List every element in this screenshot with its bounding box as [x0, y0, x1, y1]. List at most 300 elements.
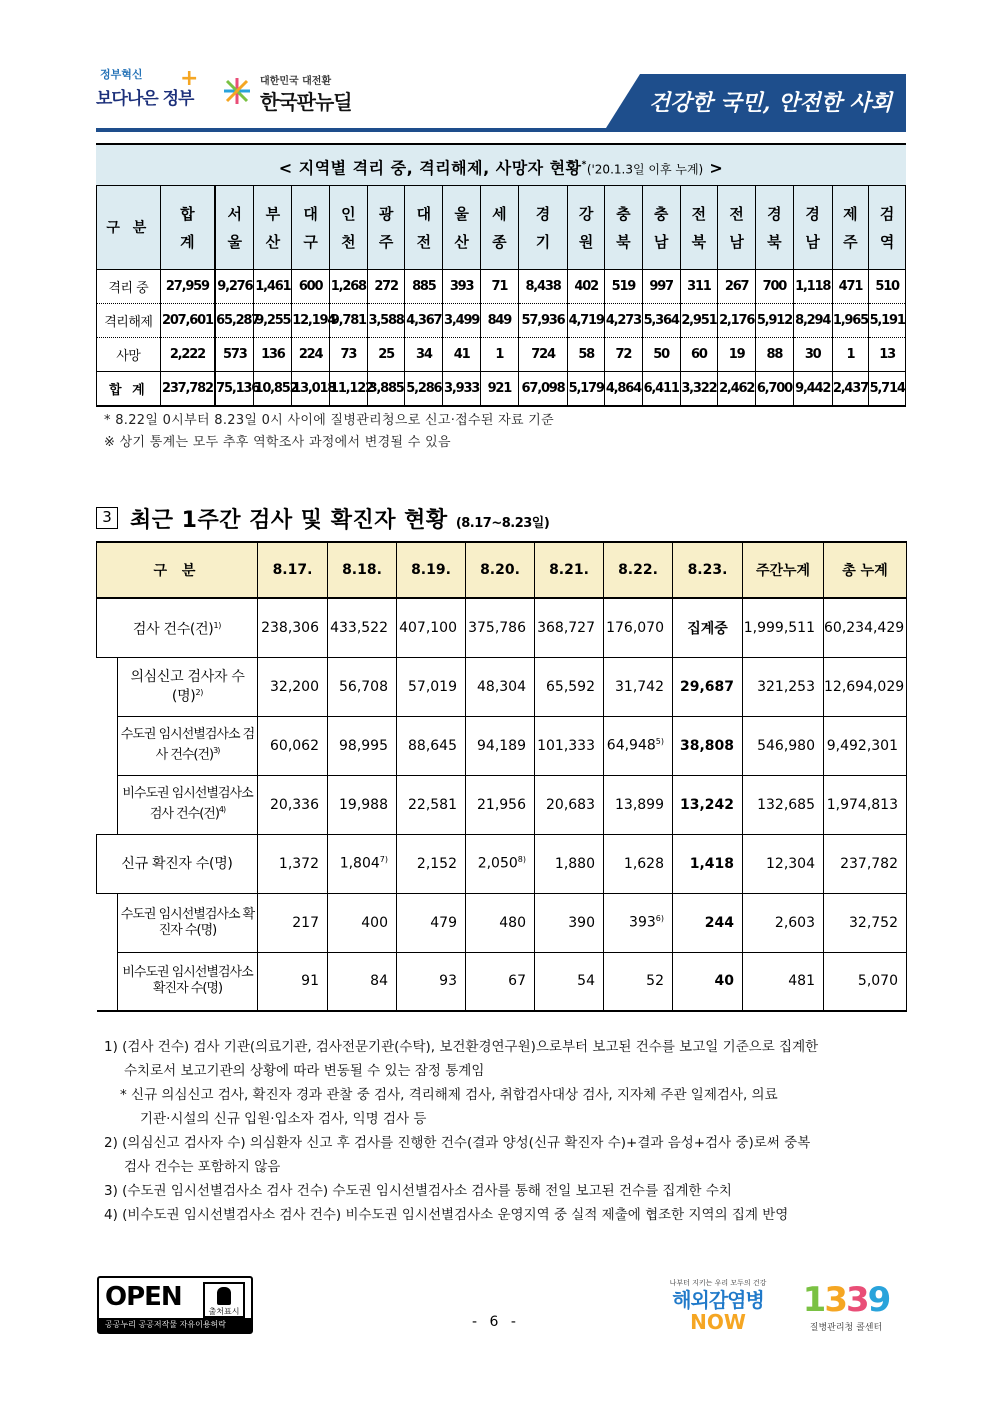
region-char: 전	[416, 232, 432, 251]
note-line: 기관·시설의 신규 입원·입소자 검사, 익명 검사 등	[140, 1111, 427, 1127]
region-header	[832, 186, 869, 270]
table-cell	[743, 657, 824, 716]
table-cell: 5,179	[568, 372, 605, 406]
table-cell: 50	[642, 338, 680, 372]
table-cell: 1	[480, 338, 518, 372]
region-char: 충	[616, 204, 631, 223]
note-line: * 신규 의심신고 검사, 확진자 경과 관찰 중 검사, 격리해제 검사, 취합검사대상 검사, 지자체 주관 일제검사, 의료	[120, 1087, 778, 1103]
table-cell: 5,286	[405, 372, 443, 406]
cell-value: 244	[704, 914, 734, 931]
table-cell	[673, 834, 743, 893]
cell-value: 93	[439, 973, 457, 990]
logo-text: 한국판뉴딜	[260, 90, 352, 114]
note-line: 수치로서 보고기관의 상황에 따라 변동될 수 있는 잠정 통계임	[124, 1063, 485, 1079]
cell-value: 375,786	[468, 619, 526, 636]
cell-value: 12,304	[766, 855, 815, 872]
table-cell	[397, 657, 466, 716]
table-cell: 71	[480, 270, 518, 304]
footnote-mark: 3)	[213, 746, 220, 756]
table1-header-row	[97, 186, 906, 270]
region-header	[642, 186, 680, 270]
table-cell	[328, 716, 397, 775]
regional-status-table	[96, 185, 906, 407]
table1-notes	[104, 410, 554, 454]
table-cell	[397, 598, 466, 657]
region-char: 서	[227, 204, 243, 223]
indent-cell	[97, 952, 118, 1011]
table-cell: 25	[367, 338, 405, 372]
footnote-mark: 1)	[213, 620, 222, 630]
region-char: 역	[879, 232, 895, 251]
call-center-number	[786, 1280, 906, 1320]
region-char: 산	[265, 232, 281, 251]
table-cell	[604, 657, 673, 716]
table-cell: 237,782	[160, 372, 215, 406]
region-char: 경	[805, 204, 820, 223]
table-cell: 402	[568, 270, 605, 304]
table-cell: 921	[480, 372, 518, 406]
table-row	[97, 338, 906, 372]
government-innovation-logo	[96, 66, 204, 118]
region-header	[160, 186, 215, 270]
table-cell	[397, 834, 466, 893]
table-cell	[328, 834, 397, 893]
table-cell: 519	[605, 270, 643, 304]
table-cell: 510	[869, 270, 906, 304]
table-row	[97, 834, 907, 893]
region-char: 제	[843, 204, 858, 223]
table-cell: 13,018	[292, 372, 330, 406]
page-number: - 6 -	[472, 1314, 520, 1330]
row-label	[97, 598, 258, 657]
table-cell	[604, 893, 673, 952]
region-header	[292, 186, 330, 270]
cell-value: 57,019	[408, 678, 457, 695]
row-label-text: 비수도권 임시선별검사소 검사 건수(건)	[122, 786, 253, 822]
row-label	[118, 893, 258, 952]
region-char: 부	[265, 204, 281, 223]
table-cell: 8,294	[793, 304, 832, 338]
table-cell	[328, 598, 397, 657]
table-cell	[466, 952, 535, 1011]
table-cell	[258, 775, 328, 834]
digit: 1	[802, 1280, 825, 1320]
region-char: 강	[578, 204, 594, 223]
table-cell	[604, 598, 673, 657]
cell-value: 400	[361, 914, 388, 931]
table-cell	[743, 952, 824, 1011]
footnote-mark: 4)	[218, 805, 226, 815]
table-cell: 73	[329, 338, 367, 372]
footnote-mark: 8)	[517, 855, 526, 865]
cell-value: 65,592	[546, 678, 595, 695]
table-cell: 12,194	[292, 304, 330, 338]
cell-value: 29,687	[679, 678, 734, 695]
cell-value: 60,234,429	[824, 619, 905, 636]
weekly-testing-table	[96, 541, 907, 1012]
table-cell	[328, 952, 397, 1011]
cell-value: 5,070	[857, 973, 898, 990]
region-char: 산	[454, 232, 469, 251]
cell-value: 64,948	[606, 737, 656, 754]
region-header	[718, 186, 756, 270]
table-cell	[535, 716, 604, 775]
cell-value: 20,336	[270, 796, 319, 813]
overseas-infection-now-logo	[666, 1278, 770, 1340]
table-cell: 3,933	[443, 372, 481, 406]
cell-value: 481	[788, 973, 815, 990]
note-line: 3) (수도권 임시선별검사소 검사 건수) 수도권 임시선별검사소 검사를 통해 전일 보고된 건수를 집계한 수치	[104, 1183, 732, 1199]
table1-title-period: ('20.1.3일 이후 누계)	[586, 162, 704, 177]
table-cell: 4,719	[568, 304, 605, 338]
table-cell: 5,912	[756, 304, 794, 338]
cell-value: 60,062	[270, 737, 319, 754]
person-icon	[217, 1287, 231, 1305]
table-row	[97, 270, 906, 304]
table-row	[97, 952, 907, 1011]
table-cell: 19	[718, 338, 756, 372]
table-cell: 13	[869, 338, 906, 372]
table-cell: 1,268	[329, 270, 367, 304]
table-cell	[535, 657, 604, 716]
table-cell: 724	[518, 338, 568, 372]
column-header: 8.20.	[466, 542, 535, 598]
header-label: 구 분	[97, 186, 161, 270]
section-number: 3	[96, 507, 118, 529]
table-cell	[328, 893, 397, 952]
plus-icon: +	[180, 66, 199, 91]
korean-new-deal-logo	[222, 70, 382, 114]
column-header: 8.21.	[535, 542, 604, 598]
table-cell	[673, 657, 743, 716]
logo-caption: 대한민국 대전환	[260, 76, 332, 87]
cell-value: 52	[646, 973, 664, 990]
note-line: 1) (검사 건수) 검사 기관(의료기관, 검사전문기관(수탁), 보건환경연구원)으로부터 보고된 건수를 보고일 기준으로 집계한	[104, 1039, 819, 1055]
table-cell: 30	[793, 338, 832, 372]
region-char: 북	[767, 232, 782, 251]
section-period: (8.17~8.23일)	[455, 516, 550, 531]
region-char: 주	[843, 232, 858, 251]
cell-value: 67	[508, 973, 526, 990]
row-label-text: 검사 건수(건)	[132, 621, 214, 638]
table-row	[97, 372, 906, 406]
table1-title-text: < 지역별 격리 중, 격리해제, 사망자 현황	[278, 158, 582, 178]
table-cell	[258, 893, 328, 952]
page-header	[96, 62, 906, 132]
indent-cell	[97, 716, 118, 775]
cell-value: 40	[714, 973, 734, 990]
region-header	[329, 186, 367, 270]
table-cell	[743, 775, 824, 834]
region-char: 종	[492, 232, 507, 251]
cell-value: 237,782	[840, 855, 898, 872]
table-cell: 700	[756, 270, 794, 304]
note-line: 검사 건수는 포함하지 않음	[124, 1159, 281, 1175]
cell-value: 238,306	[261, 619, 319, 636]
table-cell	[604, 952, 673, 1011]
table2-notes	[104, 1035, 904, 1227]
cell-value: 9,492,301	[826, 737, 898, 754]
table-cell	[535, 834, 604, 893]
table-cell	[397, 893, 466, 952]
cell-value: 217	[292, 914, 319, 931]
table-cell	[824, 775, 907, 834]
table-cell: 34	[405, 338, 443, 372]
table-cell: 72	[605, 338, 643, 372]
table-cell	[535, 598, 604, 657]
table-cell: 1,118	[793, 270, 832, 304]
cell-value: 176,070	[606, 619, 664, 636]
column-header: 총 누계	[824, 542, 907, 598]
cell-value: 88,645	[408, 737, 457, 754]
table-cell: 11,122	[329, 372, 367, 406]
table-cell: 3,588	[367, 304, 405, 338]
cell-value: 1,372	[278, 855, 319, 872]
region-char: 원	[578, 232, 594, 251]
row-label: 합 계	[97, 372, 161, 406]
cell-value: 12,694,029	[824, 678, 905, 695]
table-cell: 207,601	[160, 304, 215, 338]
cell-value: 집계중	[687, 620, 728, 637]
table-cell: 224	[292, 338, 330, 372]
table-cell	[824, 598, 907, 657]
cell-value: 1,880	[554, 855, 595, 872]
row-label	[118, 775, 258, 834]
row-label-text: 수도권 임시선별검사소 확진자 수(명)	[120, 906, 255, 938]
cell-value: 56,708	[339, 678, 388, 695]
table-cell	[673, 598, 743, 657]
cell-value: 368,727	[537, 619, 595, 636]
region-char: 전	[729, 204, 744, 223]
table-cell: 997	[642, 270, 680, 304]
table-cell: 6,411	[642, 372, 680, 406]
table-cell	[743, 834, 824, 893]
table-cell: 58	[568, 338, 605, 372]
table-cell	[824, 952, 907, 1011]
cell-value: 13,899	[615, 796, 664, 813]
table-cell: 5,364	[642, 304, 680, 338]
table-cell	[466, 657, 535, 716]
now-tagline: 나부터 지키는 우리 모두의 건강	[669, 1279, 767, 1287]
region-char: 세	[492, 204, 507, 223]
table-cell	[258, 952, 328, 1011]
region-char: 인	[341, 204, 356, 223]
table-row	[97, 716, 907, 775]
table-cell	[824, 893, 907, 952]
table-cell: 136	[254, 338, 292, 372]
region-char: 주	[378, 232, 394, 251]
cell-value: 48,304	[477, 678, 526, 695]
header-label: 구 분	[97, 542, 258, 598]
row-label-text: 의심신고 검사자 수(명)	[130, 668, 245, 705]
table-cell	[397, 775, 466, 834]
region-char: 천	[341, 232, 356, 251]
column-header: 주간누계	[743, 542, 824, 598]
region-header	[680, 186, 718, 270]
region-char: 합	[180, 204, 195, 223]
table-cell: 9,255	[254, 304, 292, 338]
table1-body	[97, 270, 906, 406]
table-cell: 27,959	[160, 270, 215, 304]
digit: 3	[824, 1280, 846, 1320]
cell-value: 84	[370, 973, 388, 990]
column-header: 8.19.	[397, 542, 466, 598]
open-word: OPEN	[105, 1282, 182, 1312]
table-cell: 2,176	[718, 304, 756, 338]
region-char: 전	[691, 204, 707, 223]
cell-value: 321,253	[757, 678, 815, 695]
row-label-text: 신규 확진자 수(명)	[121, 855, 233, 872]
column-header: 8.17.	[258, 542, 328, 598]
header-rule	[96, 128, 906, 132]
table-cell: 67,098	[518, 372, 568, 406]
cell-value: 433,522	[330, 619, 388, 636]
region-char: 대	[416, 204, 432, 223]
cell-value: 393	[629, 914, 656, 931]
table-cell	[673, 716, 743, 775]
row-label	[97, 834, 258, 893]
license-strip: 공공누리 공공저작물 자유이용허락	[99, 1318, 251, 1332]
table-row	[97, 304, 906, 338]
region-char: 경	[767, 204, 782, 223]
region-char: 광	[378, 204, 394, 223]
indent-cell	[97, 657, 118, 716]
row-label: 사망	[97, 338, 161, 372]
attribution-label: 출처표시	[208, 1307, 240, 1316]
table-cell: 600	[292, 270, 330, 304]
region-header	[443, 186, 481, 270]
table-cell	[466, 775, 535, 834]
table-cell	[397, 716, 466, 775]
cell-value: 132,685	[757, 796, 815, 813]
row-label: 격리 중	[97, 270, 161, 304]
table-cell: 8,438	[518, 270, 568, 304]
cell-value: 32,200	[270, 678, 319, 695]
cell-value: 22,581	[408, 796, 457, 813]
table-cell: 9,442	[793, 372, 832, 406]
table-cell: 2,951	[680, 304, 718, 338]
region-header	[480, 186, 518, 270]
table-cell: 471	[832, 270, 869, 304]
column-header: 8.22.	[604, 542, 673, 598]
table-cell: 75,136	[215, 372, 254, 406]
cell-value: 98,995	[339, 737, 388, 754]
region-char: 울	[454, 204, 469, 223]
table-cell	[328, 657, 397, 716]
table2-body	[97, 598, 907, 1011]
row-label-text: 수도권 임시선별검사소 검사 건수(건)	[120, 727, 255, 763]
table-cell	[258, 834, 328, 893]
table-row	[97, 657, 907, 716]
table-cell: 4,367	[405, 304, 443, 338]
table-cell	[673, 893, 743, 952]
table-cell: 88	[756, 338, 794, 372]
table-cell	[397, 952, 466, 1011]
table-cell	[535, 775, 604, 834]
slogan-banner	[606, 74, 906, 128]
logo-caption: 정부혁신	[100, 68, 143, 81]
table-cell: 272	[367, 270, 405, 304]
region-header	[215, 186, 254, 270]
cell-value: 19,988	[339, 796, 388, 813]
table-cell: 267	[718, 270, 756, 304]
table-cell	[743, 598, 824, 657]
table-cell	[604, 834, 673, 893]
table-cell: 3,322	[680, 372, 718, 406]
now-title: 해외감염병	[672, 1288, 764, 1312]
cell-value: 2,152	[416, 855, 457, 872]
region-char: 검	[879, 204, 895, 223]
table-cell	[466, 598, 535, 657]
table-cell: 9,781	[329, 304, 367, 338]
region-char: 북	[616, 232, 631, 251]
row-label	[118, 657, 258, 716]
table-cell: 5,714	[869, 372, 906, 406]
table-cell: 3,499	[443, 304, 481, 338]
table-cell	[466, 716, 535, 775]
table-cell	[535, 952, 604, 1011]
table-cell: 3,885	[367, 372, 405, 406]
table-cell: 4,273	[605, 304, 643, 338]
cell-value: 38,808	[679, 737, 734, 754]
table-cell: 41	[443, 338, 481, 372]
attribution-icon	[203, 1282, 245, 1318]
region-header	[605, 186, 643, 270]
cell-value: 546,980	[757, 737, 815, 754]
table-cell: 393	[443, 270, 481, 304]
table-cell	[743, 716, 824, 775]
cell-value: 390	[568, 914, 595, 931]
region-char: 경	[535, 204, 551, 223]
cell-value: 94,189	[477, 737, 526, 754]
region-header	[367, 186, 405, 270]
indent-cell	[97, 775, 118, 834]
table-cell	[824, 657, 907, 716]
call-center-1339-logo	[786, 1280, 906, 1340]
region-header	[869, 186, 906, 270]
section-title	[130, 503, 549, 534]
footnote-mark: 2)	[195, 687, 204, 697]
table-row	[97, 598, 907, 657]
region-char: 충	[653, 204, 669, 223]
table-cell: 1	[832, 338, 869, 372]
table-cell	[535, 893, 604, 952]
cell-value: 91	[301, 973, 319, 990]
table-row	[97, 893, 907, 952]
new-deal-mark-icon	[222, 76, 252, 106]
table-cell	[258, 598, 328, 657]
region-char: 남	[805, 232, 820, 251]
table-cell	[328, 775, 397, 834]
region-char: 계	[180, 232, 195, 251]
cell-value: 1,999,511	[743, 619, 815, 636]
cell-value: 407,100	[399, 619, 457, 636]
region-char: 구	[303, 232, 318, 251]
region-header	[756, 186, 794, 270]
row-label	[118, 952, 258, 1011]
cell-value: 2,603	[774, 914, 815, 931]
row-label	[118, 716, 258, 775]
table-cell	[743, 893, 824, 952]
table-cell: 57,936	[518, 304, 568, 338]
region-header	[793, 186, 832, 270]
footnote-mark: 5)	[655, 737, 664, 747]
table1-title	[96, 143, 906, 185]
cell-value: 479	[430, 914, 457, 931]
cell-value: 31,742	[615, 678, 664, 695]
region-char: 북	[691, 232, 707, 251]
cell-value: 13,242	[679, 796, 734, 813]
